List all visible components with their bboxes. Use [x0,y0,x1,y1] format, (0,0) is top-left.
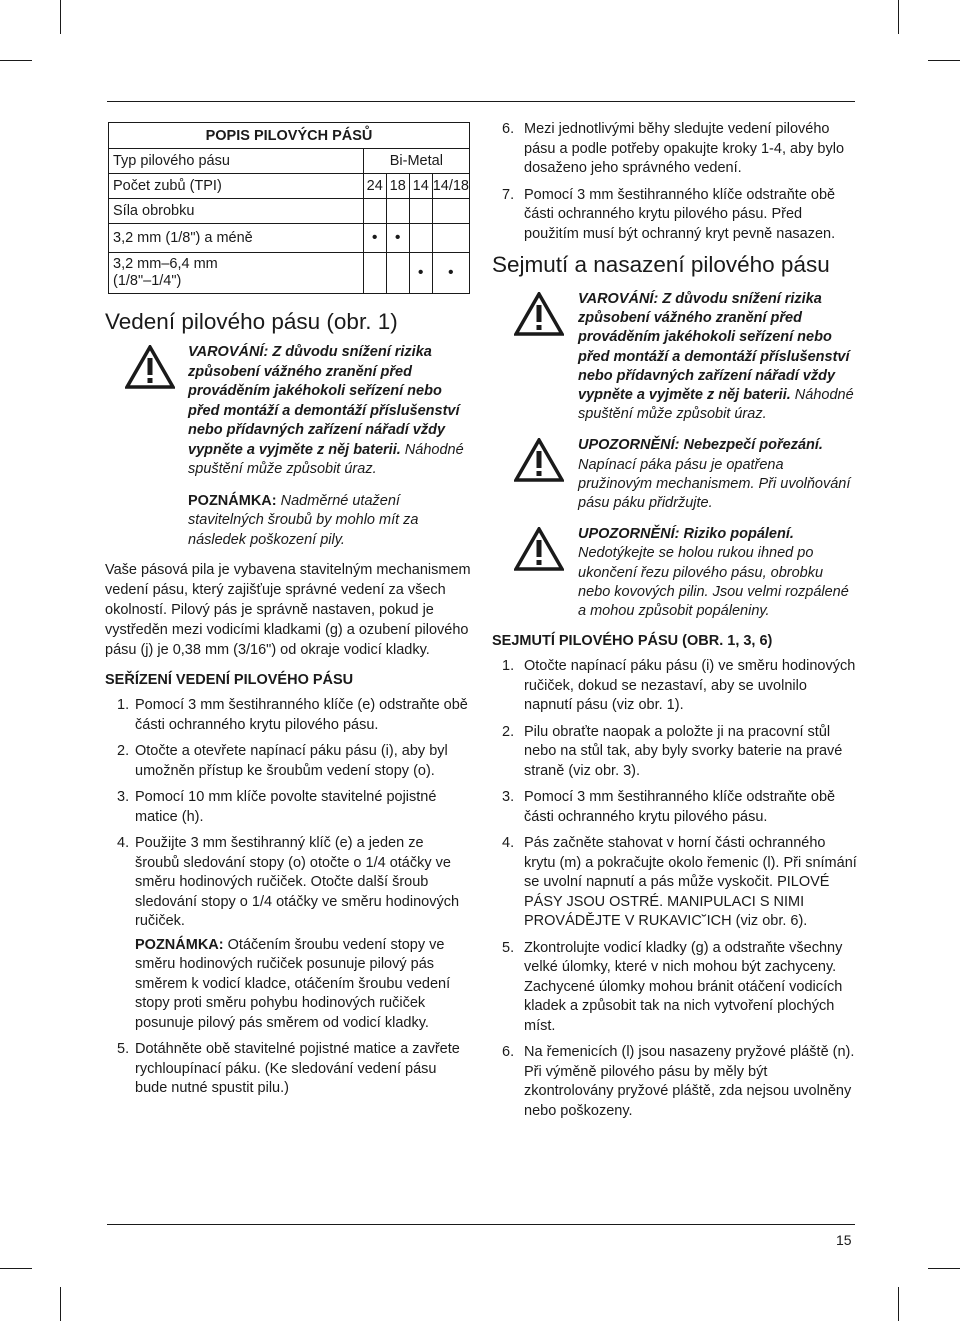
crop-mark [60,1287,61,1321]
table-cell: 14 [409,174,432,199]
crop-mark [898,0,899,34]
bottom-rule [107,1224,855,1225]
list-item: 1. Otočte napínací páku pásu (i) ve směru hodinových ručiček, dokud se nezastaví, aby se uvolnilo napnutí pásu (viz obr. 1). [502,658,856,714]
step-list [105,696,471,932]
warning-block: VAROVÁNÍ: Z důvodu snížení rizika způsobení vážného zranění před prováděním jakéhokoli seřízení nebo před montáží a demontáží příslušenství nebo přídavných zařízení nářadí vždy vypněte a vyjměte z něj baterii. Náhodné spuštění může způsobit úraz. POZNÁMKA: Nadměrné utažení stavitelných šroubů by mohlo mít za následek poškození pily. [105,343,471,550]
table-row-label: Síla obrobku [109,199,364,224]
list-item: 2. Pilu obraťte naopak a položte ji na pracovní stůl nebo na stůl tak, aby byly svorky baterie na pravé straně (viz obr. 3). [502,723,843,779]
blade-spec-table [108,122,470,294]
table-cell: Bi-Metal [363,149,469,174]
warning-icon [125,345,175,389]
table-row-label: Počet zubů (TPI) [109,174,364,199]
table-cell: 18 [386,174,409,199]
step-list [105,1040,471,1099]
page-number: 15 [836,1232,852,1248]
note: POZNÁMKA: Nadměrné utažení stavitelných šroubů by mohlo mít za následek poškození pily. [188,492,419,548]
table-dot: • [363,224,386,253]
caution-icon [514,438,564,482]
left-column [105,122,471,1106]
section-heading: Vedení pilového pásu (obr. 1) [105,309,398,334]
table-title: POPIS PILOVÝCH PÁSŮ [109,123,470,149]
list-item: 4. Pás začněte stahovat v horní části ochranného krytu (m) a pokračujte okolo řemenic (l). Při snímání se uvolní napnutí a pás může vyskočit. PILOVÉ PÁSY JSOU OSTRÉ. MANIPULACI S NIMI PROVÁDĚJTE V RUKAVIC˘ICH (viz obr. 6). [502,835,857,930]
table-cell: 24 [363,174,386,199]
table-row-label: 3,2 mm (1/8") a méně [109,224,364,253]
step-list [492,657,858,1121]
caution-block-cut: UPOZORNĚNÍ: Nebezpečí pořezání. Napínací páka pásu je opatřena pružinovým mechanismem. Při uvolňování pásu páku přidržujte. [492,436,858,513]
subheading: SEJMUTÍ PILOVÉHO PÁSU (OBR. 1, 3, 6) [492,633,773,650]
crop-mark [928,60,960,61]
list-item: 2. Otočte a otevřete napínací páku pásu (i), aby byl umožněn přístup ke šroubům vedení stopy (o). [117,743,448,779]
subheading: SEŘÍZENÍ VEDENÍ PILOVÉHO PÁSU [105,672,354,688]
section-heading: Sejmutí a nasazení pilového pásu [492,252,830,277]
step-list [492,120,858,244]
warning-block: VAROVÁNÍ: Z důvodu snížení rizika způsobení vážného zranění před prováděním jakéhokoli seřízení nebo před montáží a demontáží příslušenství nebo přídavných zařízení nářadí vždy vypněte a vyjměte z něj baterii. Náhodné spuštění může způsobit úraz. [492,290,858,424]
list-item: 6. Na řemenicích (l) jsou nasazeny pryžové pláště (n). Při výměně pilového pásu by měly být zkontrolovány pryžové pláště, zda nejsou uvolněny nebo poškozeny. [502,1044,855,1119]
table-row-label: Typ pilového pásu [109,149,364,174]
table-dot: • [409,253,432,294]
table-row-label: 3,2 mm–6,4 mm (1/8"–1/4") [109,253,364,294]
table-dot: • [386,224,409,253]
list-item: 7. Pomocí 3 mm šestihranného klíče odstraňte obě části ochranného krytu pilového pásu. Před použitím musí být ochranný kryt pevně nasazen. [502,186,836,242]
table-dot: • [432,253,469,294]
list-item: 3. Pomocí 3 mm šestihranného klíče odstraňte obě části ochranného krytu pilového pásu. [502,789,836,825]
list-item: 1. Pomocí 3 mm šestihranného klíče (e) odstraňte obě části ochranného krytu pilového pásu. [117,697,468,733]
crop-mark [60,0,61,34]
caution-icon [514,527,564,571]
list-item: 5. Dotáhněte obě stavitelné pojistné matice a zavřete rychloupínací páku. (Ke sledování vedení pásu bude nutné spustit pilu.) [117,1041,460,1096]
caution-block-burn: UPOZORNĚNÍ: Riziko popálení. Nedotýkejte se holou rukou ihned po ukončení řezu pilového pásu, obrobku nebo kovových pilin. Jsou velmi rozpálené a mohou způsobit popáleniny. [492,525,858,621]
step-note: POZNÁMKA: Otáčením šroubu vedení stopy ve směru hodinových ručiček posunuje pilový pás směrem k vodicí kladce, otáčením šroubu vedení stopy proti směru pohybu hodinových ručiček posunuje pilový pás směrem od vodicí kladky. [135,936,451,1031]
crop-mark [928,1268,960,1269]
list-item: 3. Pomocí 10 mm klíče povolte stavitelné pojistné matice (h). [117,789,437,825]
right-column [492,120,858,1128]
warning-icon [514,292,564,336]
list-item: 6. Mezi jednotlivými běhy sledujte vedení pilového pásu a podle potřeby opakujte kroky 1-4, aby bylo dosaženo jeho správného vedení. [502,121,845,176]
table-cell: 14/18 [432,174,469,199]
list-item: 4. Použijte 3 mm šestihranný klíč (e) a jeden ze šroubů sledování stopy (o) otočte o 1/4 otáčky ve směru hodinových ručiček. Otočte další šroub sledování stopy o 1/4 otáčky ve směru hodinových ručiček. [117,835,460,929]
list-item: 5. Zkontrolujte vodicí kladky (g) a odstraňte všechny velké úlomky, které v nich mohou být zachyceny. Zachycené úlomky mohou bránit otáčení vodicích kladek a způsobit tak na nich vytvoření plochých míst. [502,939,843,1034]
top-rule [107,101,855,102]
crop-mark [0,1268,32,1269]
crop-mark [898,1287,899,1321]
crop-mark [0,60,32,61]
paragraph: Vaše pásová pila je vybavena stavitelným mechanismem vedení pásu, který zajišťuje správné vedení za všech okolností. Pilový pás je správně nastaven, pokud je vystředěn mezi vodicími kladkami (g) a ozubení pilového pásu (j) je 0,38 mm (3/16") od okraje vodicí kladky. [105,562,471,658]
